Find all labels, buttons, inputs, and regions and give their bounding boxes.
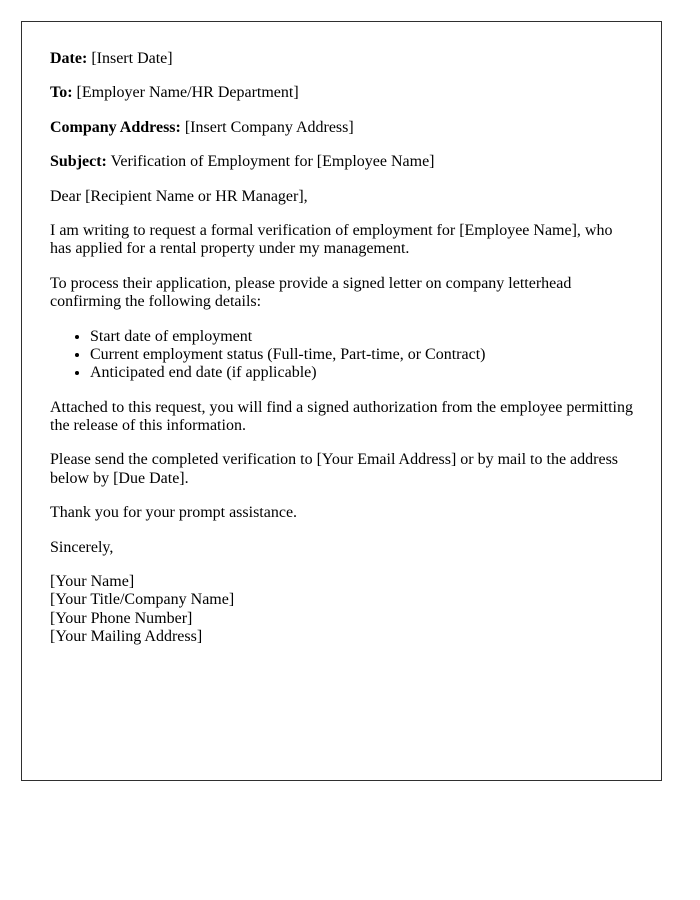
field-date-value: [Insert Date] <box>91 50 173 67</box>
closing: Sincerely, <box>50 538 114 556</box>
field-company-address-label: Company Address: <box>50 118 181 136</box>
bullet-item-employment-status: • Current employment status (Full-time, Part-time, or Contract) <box>90 346 633 364</box>
paragraph-thanks: Thank you for your prompt assistance. <box>50 504 298 522</box>
field-company-address-value: [Insert Company Address] <box>184 118 354 136</box>
field-date-label: Date: <box>50 50 88 67</box>
field-to <box>50 84 633 102</box>
field-subject-value: Verification of Employment for [Employee Name] <box>110 153 435 171</box>
field-subject <box>50 153 633 171</box>
signature-line-phone: [Your Phone Number] <box>50 609 193 627</box>
salutation: Dear [Recipient Name or HR Manager], <box>50 187 308 205</box>
paragraph-send: Please send the completed verification to [Your Email Address] or by mail to the address below by [Due Date]. <box>50 451 619 487</box>
bullet-item-end-date: • Anticipated end date (if applicable) <box>90 364 633 382</box>
letter-document <box>21 21 662 781</box>
field-subject-label: Subject: <box>50 153 107 171</box>
bullet-item-start-date: • Start date of employment <box>90 328 633 346</box>
signature-block <box>50 573 633 647</box>
paragraph-attachment: Attached to this request, you will find a signed authorization from the employee permitting the release of this information. <box>50 398 633 435</box>
signature-line-mailing-address: [Your Mailing Address] <box>50 628 203 646</box>
field-to-label: To: <box>50 84 73 102</box>
detail-bullet-list <box>50 328 633 383</box>
paragraph-request: To process their application, please provide a signed letter on company letterhead confirming the following details: <box>50 274 572 311</box>
field-company-address <box>50 119 633 137</box>
paragraph-intro: I am writing to request a formal verification of employment for [Employee Name], who has applied for a rental property under my management. <box>50 221 613 258</box>
field-date <box>50 50 633 68</box>
signature-line-name: [Your Name] <box>50 573 135 591</box>
signature-line-title-company: [Your Title/Company Name] <box>50 591 235 609</box>
field-to-value: [Employer Name/HR Department] <box>76 84 299 102</box>
